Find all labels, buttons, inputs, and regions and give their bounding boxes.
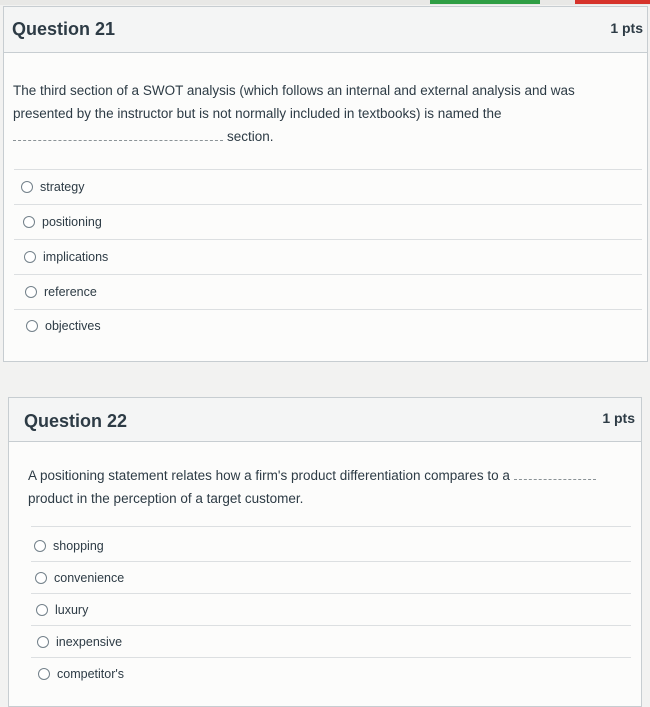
- divider: [14, 274, 642, 275]
- divider: [14, 169, 642, 170]
- radio-button[interactable]: [38, 668, 50, 680]
- answer-option[interactable]: luxury: [36, 603, 88, 617]
- fill-in-blank: [13, 131, 223, 141]
- question-points: 1 pts: [610, 20, 643, 36]
- radio-button[interactable]: [35, 572, 47, 584]
- divider: [31, 593, 631, 594]
- question-points: 1 pts: [602, 410, 635, 426]
- divider: [31, 657, 631, 658]
- radio-button[interactable]: [25, 286, 37, 298]
- progress-red-segment: [575, 0, 650, 4]
- radio-button[interactable]: [37, 636, 49, 648]
- radio-button[interactable]: [34, 540, 46, 552]
- question-text: A positioning statement relates how a firm's product differentiation compares to a product in the perception of a target customer.: [28, 464, 633, 510]
- question-22-header: [9, 398, 641, 442]
- answer-option[interactable]: inexpensive: [37, 635, 122, 649]
- question-21-card: [3, 6, 648, 362]
- divider: [14, 309, 642, 310]
- question-21-header: [4, 7, 647, 53]
- answer-option[interactable]: positioning: [23, 215, 102, 229]
- divider: [31, 526, 631, 527]
- divider: [14, 239, 642, 240]
- answer-option[interactable]: implications: [24, 250, 108, 264]
- progress-green-segment: [430, 0, 540, 4]
- answer-option[interactable]: competitor's: [38, 667, 124, 681]
- radio-button[interactable]: [24, 251, 36, 263]
- question-title: Question 22: [24, 411, 128, 431]
- divider: [14, 204, 642, 205]
- radio-button[interactable]: [36, 604, 48, 616]
- fill-in-blank: [514, 470, 596, 480]
- radio-button[interactable]: [21, 181, 33, 193]
- answer-option[interactable]: strategy: [21, 180, 84, 194]
- question-text: The third section of a SWOT analysis (which follows an internal and external analysis and was presented by the instructor but is not normally included in textbooks) is named the section.: [13, 83, 575, 144]
- answer-option[interactable]: reference: [25, 285, 97, 299]
- top-progress-strip: [0, 0, 650, 5]
- answer-option[interactable]: objectives: [26, 319, 101, 333]
- answer-option[interactable]: shopping: [34, 539, 104, 553]
- divider: [31, 561, 631, 562]
- question-title: Question 21: [12, 19, 116, 39]
- answer-option[interactable]: convenience: [35, 571, 124, 585]
- radio-button[interactable]: [23, 216, 35, 228]
- radio-button[interactable]: [26, 320, 38, 332]
- divider: [31, 625, 631, 626]
- question-22-card: [8, 397, 642, 707]
